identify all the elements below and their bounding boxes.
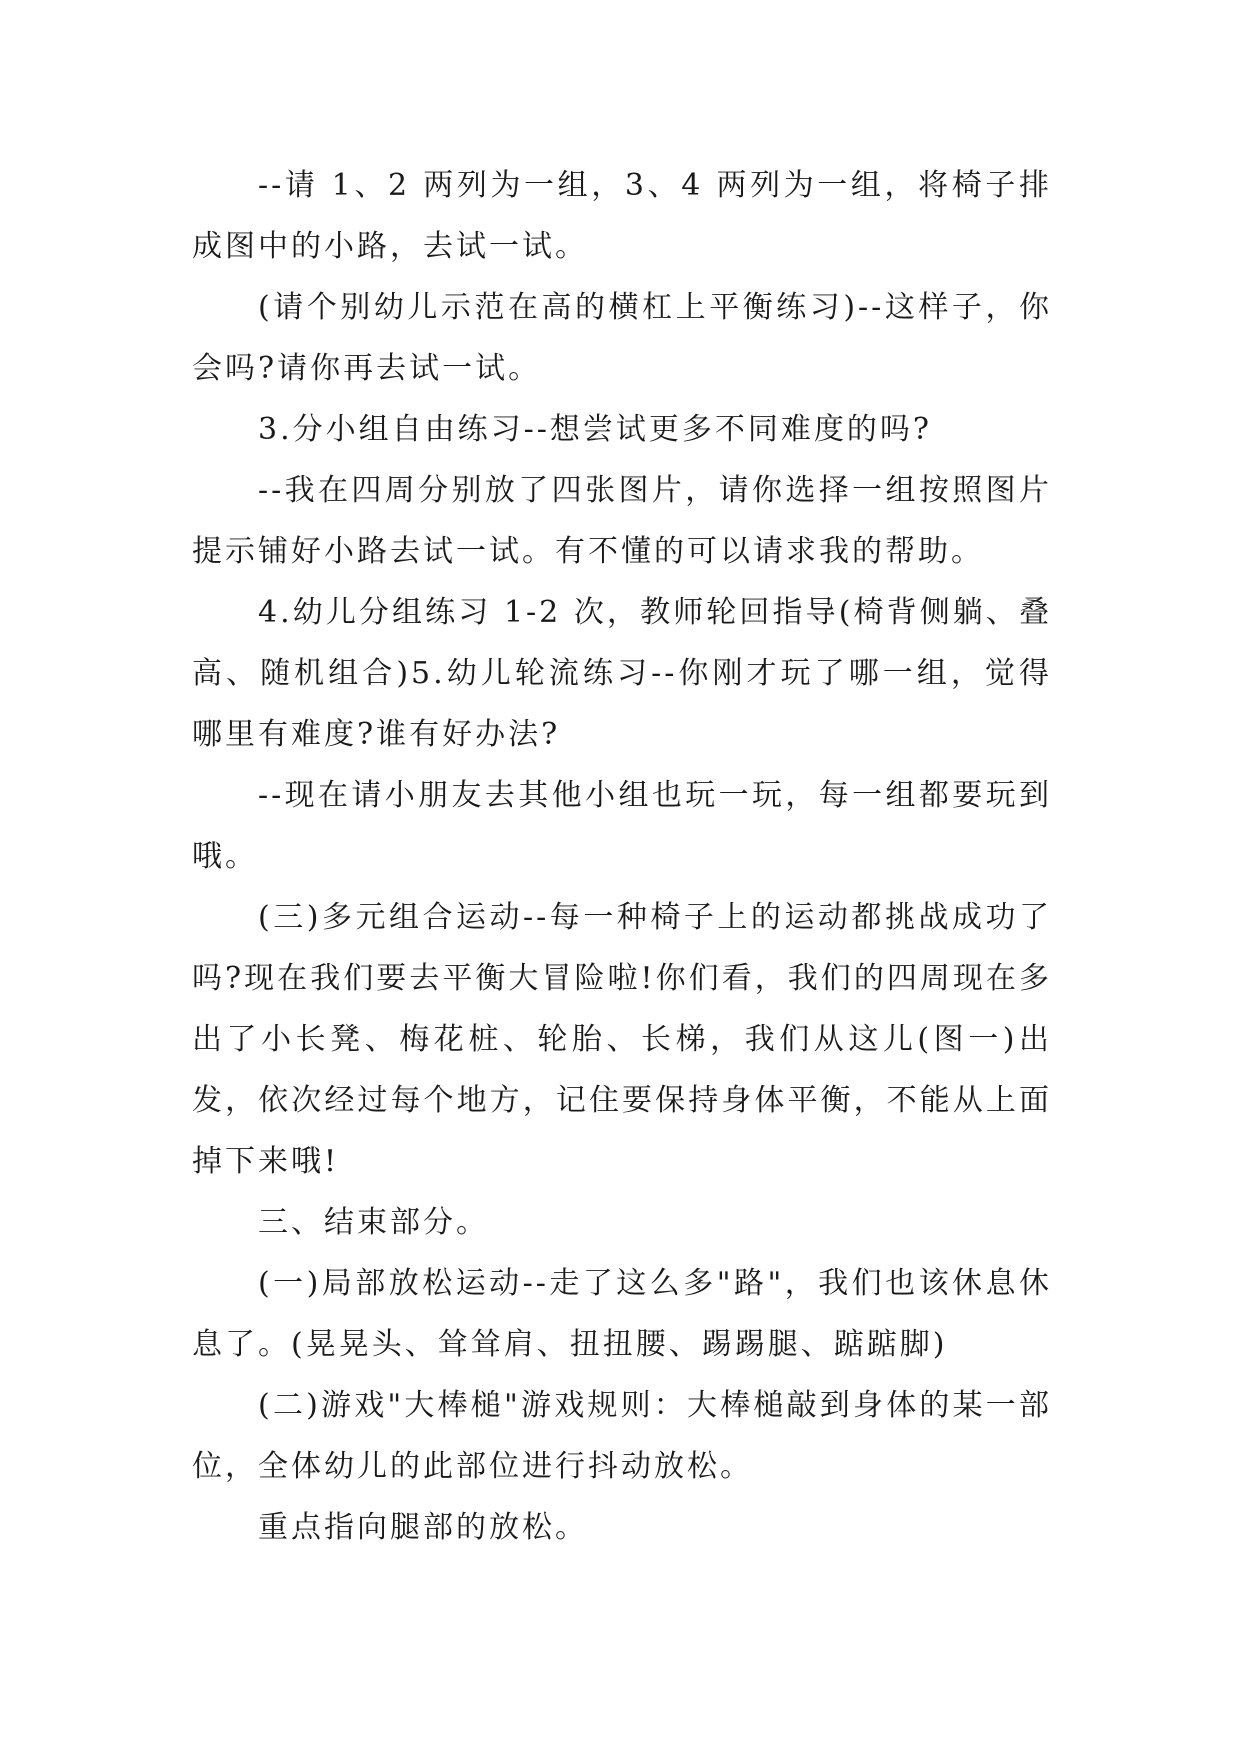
paragraph-2: (请个别幼儿示范在高的横杠上平衡练习)--这样子，你会吗?请你再去试一试。 [192, 290, 1052, 386]
paragraph-11: 重点指向腿部的放松。 [258, 1510, 588, 1545]
paragraph-3: 3.分小组自由练习--想尝试更多不同难度的吗? [258, 412, 932, 447]
paragraph-10: (二)游戏"大棒槌"游戏规则：大棒槌敲到身体的某一部位，全体幼儿的此部位进行抖动放松。 [192, 1388, 1052, 1484]
section-heading-ending: 三、结束部分。 [258, 1205, 489, 1240]
paragraph-6: --现在请小朋友去其他小组也玩一玩，每一组都要玩到哦。 [192, 778, 1052, 874]
paragraph-1: --请 1、2 两列为一组，3、4 两列为一组，将椅子排成图中的小路，去试一试。 [192, 168, 1052, 264]
paragraph-7: (三)多元组合运动--每一种椅子上的运动都挑战成功了吗?现在我们要去平衡大冒险啦!你们看，我们的四周现在多出了小长凳、梅花桩、轮胎、长梯，我们从这儿(图一)出发，依次经过每个地方，记住要保持身体平衡，不能从上面掉下来哦! [192, 900, 1052, 1179]
paragraph-9: (一)局部放松运动--走了这么多"路"，我们也该休息休息了。(晃晃头、耸耸肩、扭扭腰、踢踢腿、踮踮脚) [192, 1266, 1052, 1362]
paragraph-5: 4.幼儿分组练习 1-2 次，教师轮回指导(椅背侧躺、叠高、随机组合)5.幼儿轮流练习--你刚才玩了哪一组，觉得哪里有难度?谁有好办法? [192, 595, 1052, 752]
document-body [192, 155, 1052, 1558]
paragraph-4: --我在四周分别放了四张图片，请你选择一组按照图片提示铺好小路去试一试。有不懂的可以请求我的帮助。 [192, 473, 1052, 569]
